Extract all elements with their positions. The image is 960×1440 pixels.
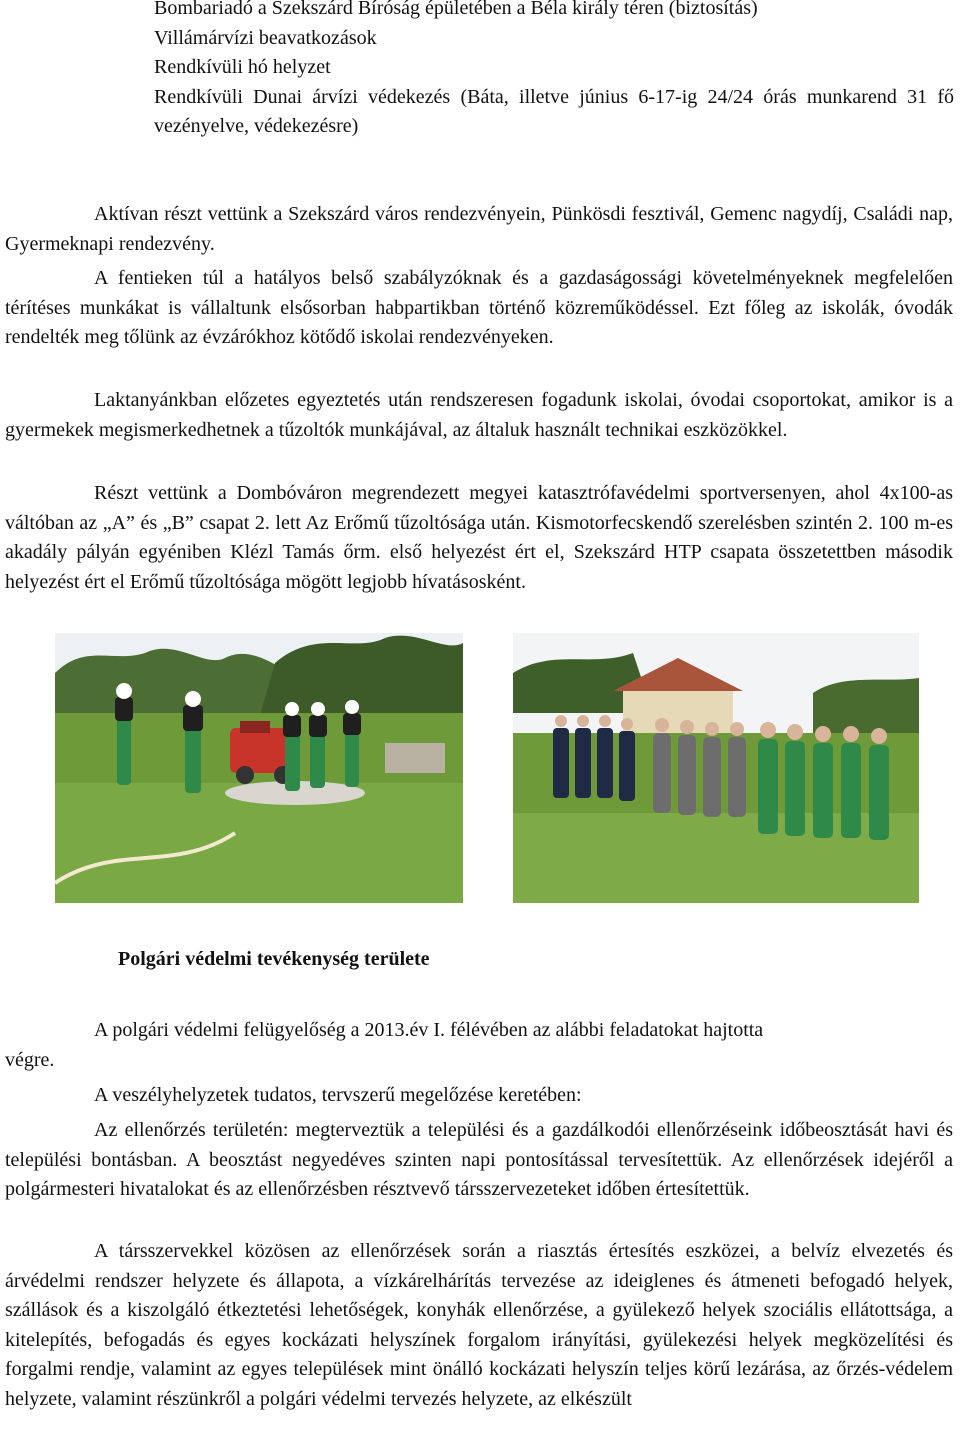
paragraph: A társszervekkel közösen az ellenőrzések során a riasztás értesítés eszközei, a belvíz elvezetés és árvédelmi rendszer helyzete és állapota, a vízkárelhárítás tervezése az ideiglenes és átmeneti befogadó helyek, szállások és a kiszolgáló étkeztetési lehetőségek, konyhák ellenőrzése, a gyülekező helyek szociális ellátottsága, a kitelepítés, befogadás és egyes kockázati helyszínek forgalom irányítási, gyülekezési helyek megközelítési és forgalmi rendje, valamint az egyes települések mint önálló kockázati helyszín teljes körű lezárása, az őrzés-védelem helyzete, valamint részünkről a polgári védelmi tervezés helyzete, az elkészült	[5, 1240, 953, 1410]
paragraph: Aktívan részt vettünk a Szekszárd város rendezvényein, Pünkösdi fesztivál, Gemenc nagydíj, Családi nap, Gyermeknapi rendezvény.	[5, 203, 953, 255]
subheading: A veszélyhelyzetek tudatos, tervszerű megelőzése keretében:	[94, 1084, 582, 1106]
list-item: Villámárvízi beavatkozások	[154, 26, 377, 49]
paragraph: A fentieken túl a hatályos belső szabályzóknak és a gazdaságossági követelményeknek megfelelően térítéses munkákat is vállaltunk elsősorban habpartikban történő közreműködéssel. Ezt főleg az iskolák, óvodák rendelték meg tőlünk az évzárókhoz kötődő iskolai rendezvényeken.	[5, 267, 953, 348]
list-item: Rendkívüli Dunai árvízi védekezés (Báta, illetve június 6-17-ig 24/24 órás munkarend 31 fő vezényelve, védekezésre)	[154, 85, 954, 137]
event-list	[154, 0, 954, 142]
intro-line: A polgári védelmi felügyelőség a 2013.év I. félévében az alábbi feladatokat hajtotta	[94, 1019, 764, 1041]
paragraph: Az ellenőrzés területén: megterveztük a települési és a gazdálkodói ellenőrzéseink időbeosztását havi és települési bontásban. A beosztást negyedéves szinten napi pontosítással tervesítettük. Az ellenőrzések idejéről a polgármesteri hivatalokat és az ellenőrzésben résztvevő társszervezeteket időben értesítettük.	[5, 1119, 953, 1200]
list-item: Bombariadó a Szekszárd Bíróság épületében a Béla király téren (biztosítás)	[154, 0, 758, 19]
paragraph: Részt vettünk a Dombóváron megrendezett megyei katasztrófavédelmi sportversenyen, ahol 4x100-as váltóban az „A” és „B” csapat 2. lett Az Erőmű tűzoltósága után. Kismotorfecskendő szerelésben szintén 2. 100 m-es akadály pályán egyéniben Klézl Tamás őrm. első helyezést ért el, Szekszárd HTP csapata összetettben második helyezést ért el Erőmű tűzoltósága mögött legjobb hívatásosként.	[5, 482, 953, 593]
pump-competition-photo	[55, 633, 463, 903]
team-lineup-photo	[513, 633, 919, 903]
intro-line-end: végre.	[5, 1049, 55, 1071]
section-heading: Polgári védelmi tevékenység területe	[118, 948, 430, 970]
paragraph: Laktanyánkban előzetes egyeztetés után rendszeresen fogadunk iskolai, óvodai csoportokat, amikor is a gyermekek megismerkedhetnek a tűzoltók munkájával, az általuk használt technikai eszközökkel.	[5, 389, 953, 441]
list-item: Rendkívüli hó helyzet	[154, 56, 331, 78]
